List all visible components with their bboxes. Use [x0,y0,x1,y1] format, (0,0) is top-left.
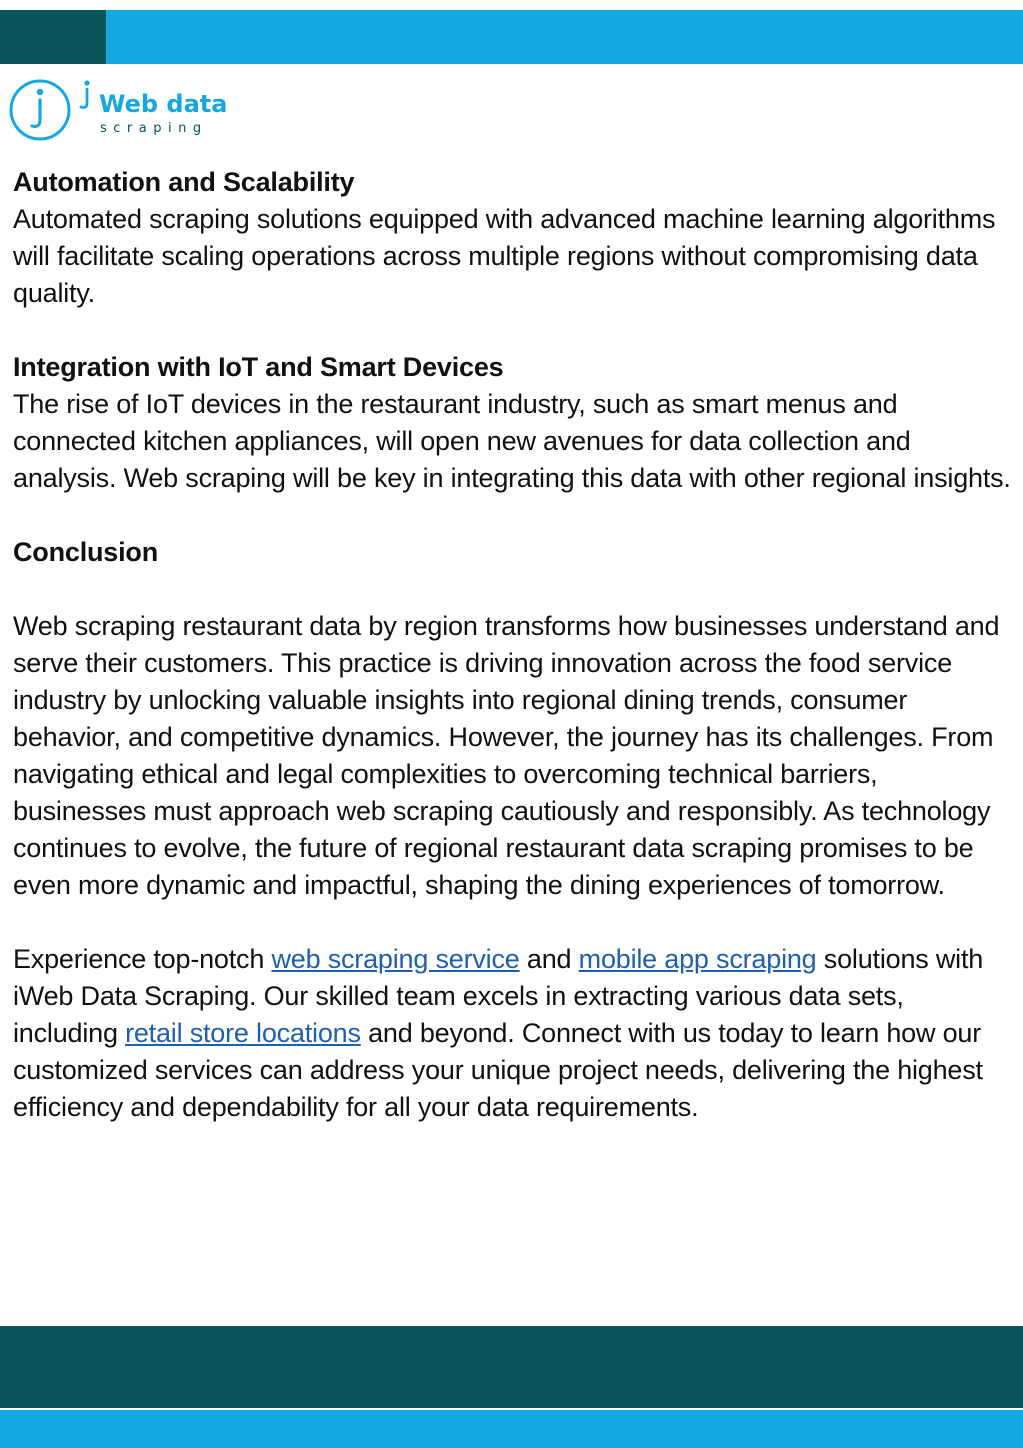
heading-iot: Integration with IoT and Smart Devices [13,352,504,382]
top-banner-accent [0,10,106,64]
paragraph-gap [13,571,1013,608]
document-body [13,164,1013,1126]
logo-word2: scraping [100,121,208,136]
iweb-logo[interactable] [8,74,238,146]
cta-text-4: and beyond. Connect with us today to learn how our customized services can address your unique project needs, delivering the highest efficiency and dependability for all your data requirements. [13,1018,983,1122]
paragraph-gap [13,497,1013,534]
cta-text-3: solutions with iWeb Data Scraping. Our skilled team excels in extracting various data sets, including [13,944,984,1048]
footer-stripe [0,1410,1023,1448]
footer-band [0,1326,1023,1408]
paragraph-gap [13,312,1013,349]
top-banner [0,10,1023,64]
paragraph-cta [13,941,1013,1126]
paragraph-automation: Automated scraping solutions equipped with advanced machine learning algorithms will facilitate scaling operations across multiple regions without compromising data quality. [13,204,996,308]
paragraph-conclusion: Web scraping restaurant data by region transforms how businesses understand and serve their customers. This practice is driving innovation across the food service industry by unlocking valuable insights into regional dining trends, consumer behavior, and competitive dynamics. However, the journey has its challenges. From navigating ethical and legal complexities to overcoming technical barriers, businesses must approach web scraping cautiously and responsibly. As technology continues to evolve, the future of regional restaurant data scraping promises to be even more dynamic and impactful, shaping the dining experiences of tomorrow. [13,611,1000,900]
heading-automation: Automation and Scalability [13,167,355,197]
cta-text-2: and [519,944,579,974]
web-scraping-service-link[interactable]: web scraping service [271,944,520,974]
cta-text-1: Experience top-notch [13,944,272,974]
paragraph-gap [13,904,1013,941]
logo-mark-icon [8,74,238,146]
retail-store-locations-link[interactable]: retail store locations [125,1018,361,1048]
paragraph-iot: The rise of IoT devices in the restaurant industry, such as smart menus and connected kitchen appliances, will open new avenues for data collection and analysis. Web scraping will be key in integrating this data with other regional insights. [13,389,1011,493]
mobile-app-scraping-link[interactable]: mobile app scraping [578,944,817,974]
logo-word1: Web data [99,90,228,118]
heading-conclusion: Conclusion [13,537,158,567]
